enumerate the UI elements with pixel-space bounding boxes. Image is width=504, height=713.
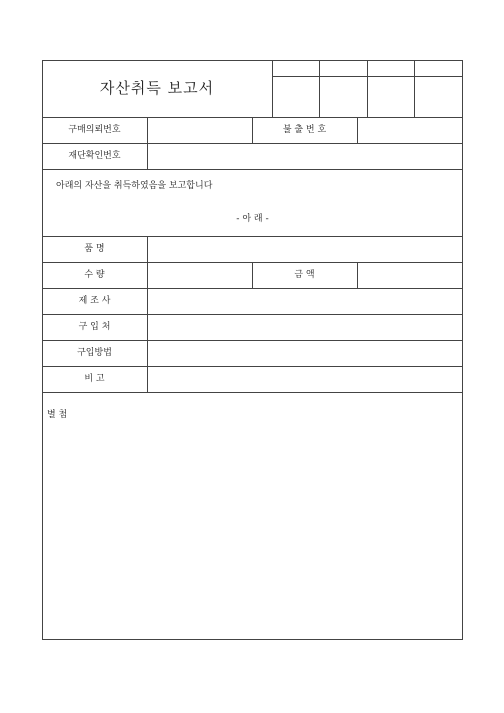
disbursement-no-label: 불 출 번 호 (282, 125, 327, 135)
document-title: 자산취득 보고서 (99, 79, 215, 97)
finance-confirm-no-label: 재단확인번호 (68, 151, 121, 161)
attachment-label: 별 첨 (47, 410, 68, 420)
row-divider (42, 314, 463, 315)
vendor-label: 구 입 처 (78, 322, 111, 332)
quantity-label: 수 량 (84, 270, 105, 280)
row-divider (42, 143, 463, 144)
purchase-method-label: 구입방법 (77, 348, 112, 358)
approval-box-3[interactable] (370, 90, 412, 104)
manufacturer-label: 제 조 사 (78, 296, 111, 306)
amount-label: 금 액 (294, 270, 315, 280)
approval-grid-left-border (272, 60, 273, 117)
approval-box-4[interactable] (417, 90, 459, 104)
below-marker: - 아 래 - (236, 214, 269, 224)
approval-grid-header-line (272, 76, 463, 77)
approval-grid-divider (319, 60, 320, 117)
item-name-label: 품 명 (84, 244, 105, 254)
row-divider (42, 392, 463, 393)
remarks-label: 비 고 (84, 374, 105, 384)
report-statement: 아래의 자산을 취득하였음을 보고합니다 (56, 181, 213, 191)
purchase-request-no-label: 구매의뢰번호 (68, 125, 121, 135)
column-divider (357, 117, 358, 143)
approval-box-2[interactable] (322, 90, 364, 104)
row-divider (42, 288, 463, 289)
column-divider (357, 262, 358, 288)
row-divider (42, 366, 463, 367)
approval-grid-divider (367, 60, 368, 117)
row-divider (42, 340, 463, 341)
row-divider (42, 169, 463, 170)
approval-grid-divider (414, 60, 415, 117)
approval-box-1[interactable] (275, 90, 317, 104)
row-divider (42, 236, 463, 237)
